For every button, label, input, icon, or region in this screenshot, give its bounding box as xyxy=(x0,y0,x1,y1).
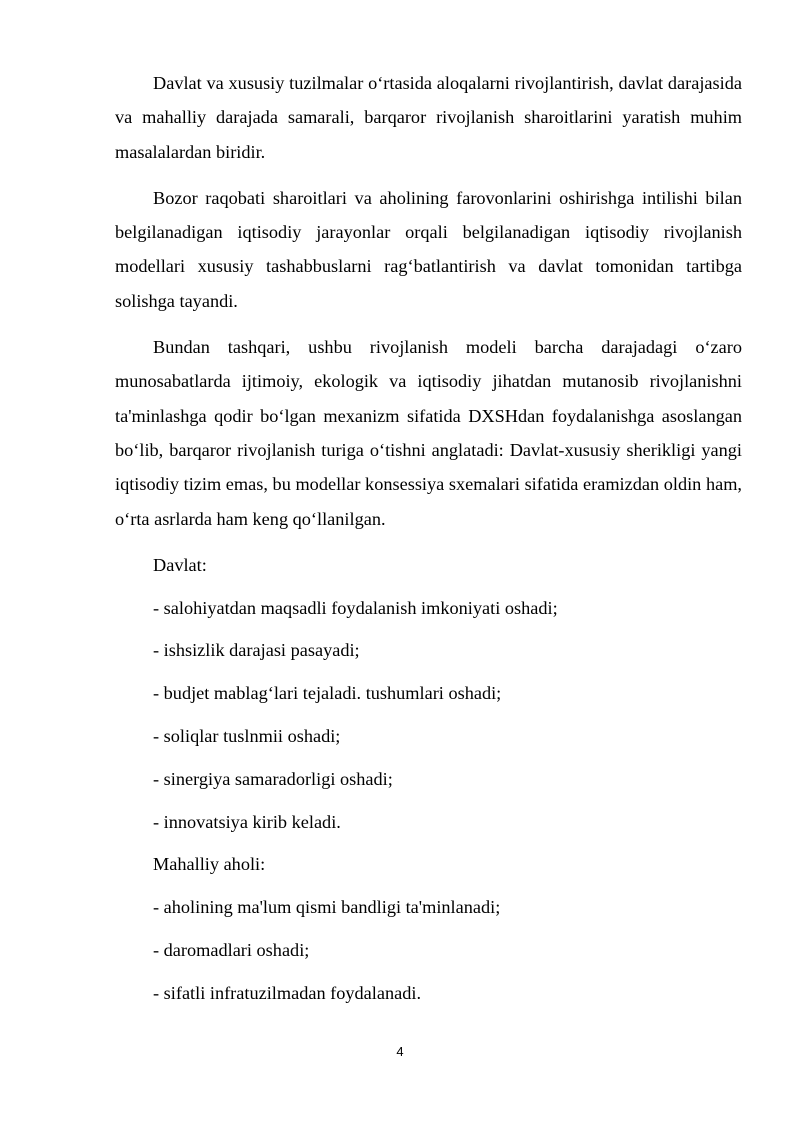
local-list-item: - aholining ma'lum qismi bandligi ta'minlanadi; xyxy=(153,897,501,918)
local-heading: Mahalliy aholi: xyxy=(153,854,266,875)
state-list-item: - soliqlar tuslnmii oshadi; xyxy=(153,726,341,747)
local-list-item: - sifatli infratuzilmadan foydalanadi. xyxy=(153,982,422,1003)
document-page xyxy=(115,66,742,1019)
state-heading: Davlat: xyxy=(153,554,207,575)
state-list-item: - innovatsiya kirib keladi. xyxy=(153,811,341,832)
state-list-item: - ishsizlik darajasi pasayadi; xyxy=(153,640,360,661)
page-number: 4 xyxy=(396,1044,404,1059)
paragraph-3: Bundan tashqari, ushbu rivojlanish modeli barcha darajadagi o‘zaro munosabatlarda ijtimoiy, ekologik va iqtisodiy jihatdan mutanosib rivojlanishni ta'minlashga qodir bo‘lgan mexanizm sifatida DXSHdan foydalanishga asoslangan bo‘lib, barqaror rivojlanish turiga o‘tishni anglatadi: Davlat-xususiy sherikligi yangi iqtisodiy tizim emas, bu modellar konsessiya sxemalari sifatida eramizdan oldin ham, o‘rta asrlarda ham keng qo‘llanilgan. xyxy=(115,337,742,529)
state-list-item: - salohiyatdan maqsadli foydalanish imkoniyati oshadi; xyxy=(153,597,558,618)
paragraph-1: Davlat va xususiy tuzilmalar o‘rtasida aloqalarni rivojlantirish, davlat darajasida va mahalliy darajada samarali, barqaror rivojlanish sharoitlarini yaratish muhim masalalardan biridir. xyxy=(115,73,742,162)
paragraph-2: Bozor raqobati sharoitlari va aholining farovonlarini oshirishga intilishi bilan belgilanadigan iqtisodiy jarayonlar orqali belgilanadigan iqtisodiy rivojlanish modellari xususiy tashabbuslarni rag‘batlantirish va davlat tomonidan tartibga solishga tayandi. xyxy=(115,187,742,311)
local-list-item: - daromadlari oshadi; xyxy=(153,940,310,961)
state-list-item: - budjet mablag‘lari tejaladi. tushumlari oshadi; xyxy=(153,683,502,704)
state-list-item: - sinergiya samaradorligi oshadi; xyxy=(153,768,393,789)
